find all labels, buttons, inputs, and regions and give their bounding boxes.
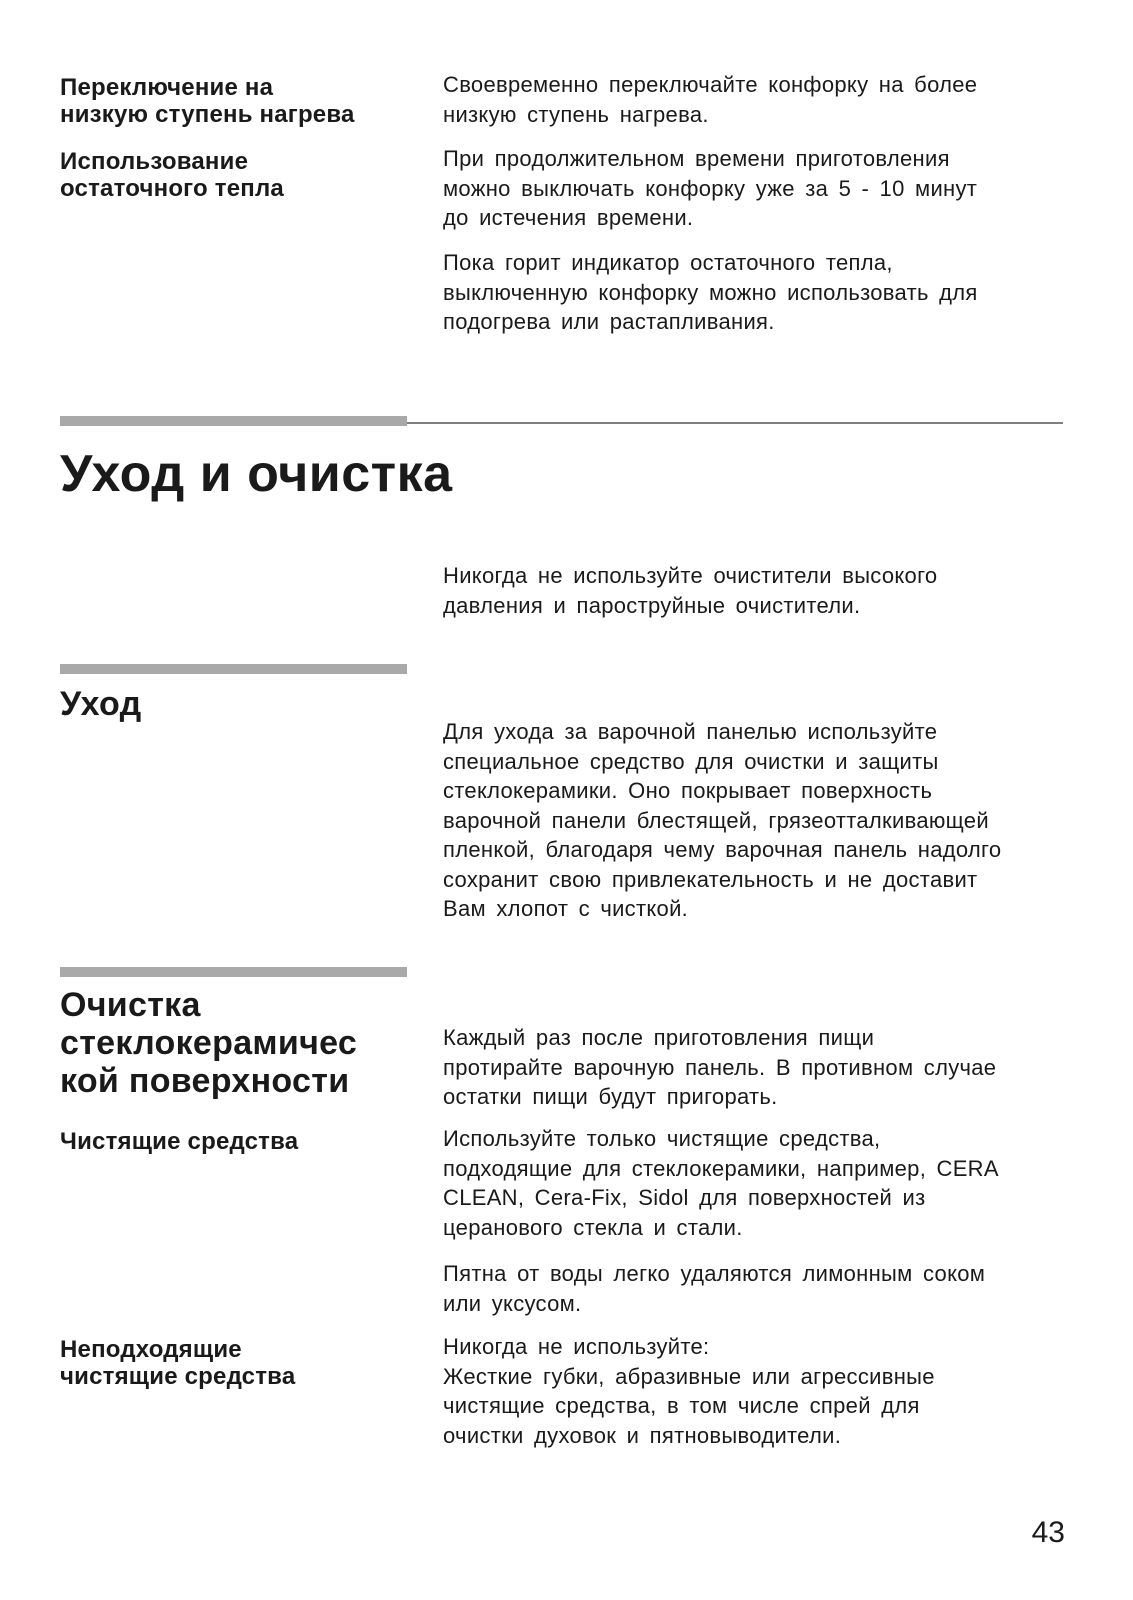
text-water-spots: Пятна от воды легко удаляются лимонным соком или уксусом. [443, 1261, 986, 1316]
section-title-cleaning: Очистка стеклокерамичес кой поверхности [60, 986, 358, 1100]
section-title-care: Уход [60, 685, 142, 723]
label-residual-heat: Использование остаточного тепла [60, 148, 284, 202]
text-care: Для ухода за варочной панелью используйте специальное средство для очистки и защиты стеклокерамики. Оно покрывает поверхность варочной панели блестящей, грязеотталкивающей пленкой, благодаря чему варочная панель надолго сохранит свою привлекательность и не доставит Вам хлопот с чисткой. [443, 719, 1002, 921]
section-bar [60, 416, 407, 426]
section-rule [407, 422, 1063, 424]
text-cleaning-agents: Используйте только чистящие средства, подходящие для стеклокерамики, например, CERA CLEAN, Cera-Fix, Sidol для поверхностей из церанового стекла и стали. [443, 1126, 999, 1240]
section-bar-care [60, 664, 407, 674]
label-unsuitable-agents: Неподходящие чистящие средства [60, 1336, 296, 1390]
section-bar-cleaning [60, 967, 407, 977]
chapter-title: Уход и очистка [60, 445, 453, 503]
label-lower-heat: Переключение на низкую ступень нагрева [60, 74, 355, 128]
text-cleaning-intro: Каждый раз после приготовления пищи протирайте варочную панель. В противном случае остатки пищи будут пригорать. [443, 1025, 997, 1109]
text-unsuitable-agents: Никогда не используйте: Жесткие губки, абразивные или агрессивные чистящие средства, в том числе спрей для очистки духовок и пятновыводители. [443, 1334, 935, 1448]
text-residual-indicator: Пока горит индикатор остаточного тепла, выключенную конфорку можно использовать для подогрева или растапливания. [443, 250, 978, 334]
text-residual-heat: При продолжительном времени приготовления можно выключать конфорку уже за 5 - 10 минут до истечения времени. [443, 146, 978, 230]
text-pressure-warning: Никогда не используйте очистители высокого давления и пароструйные очистители. [443, 563, 938, 618]
text-lower-heat: Своевременно переключайте конфорку на более низкую ступень нагрева. [443, 72, 978, 127]
label-cleaning-agents: Чистящие средства [60, 1128, 299, 1155]
page-number: 43 [1031, 1516, 1065, 1549]
